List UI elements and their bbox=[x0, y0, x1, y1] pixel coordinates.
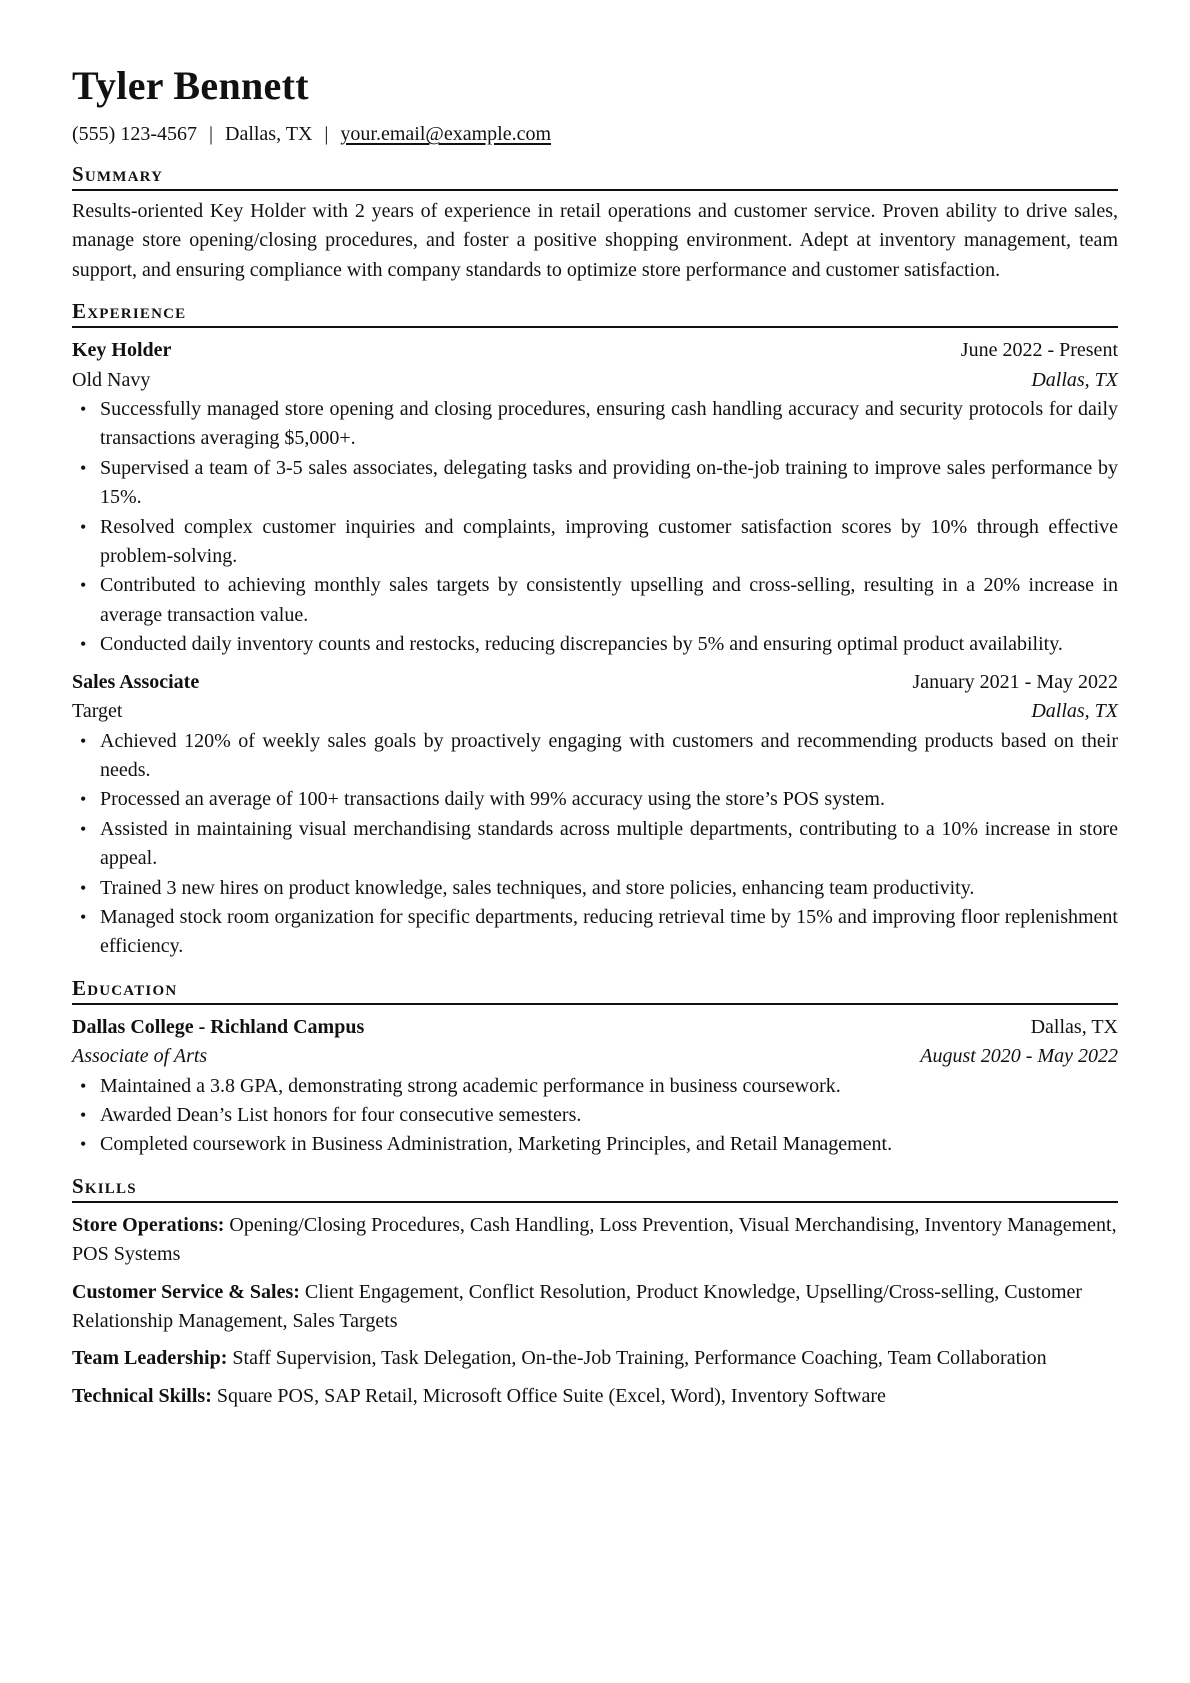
section-title-experience: Experience bbox=[72, 298, 1118, 328]
phone-number: (555) 123-4567 bbox=[72, 123, 197, 145]
job-company: Old Navy bbox=[72, 368, 151, 391]
bullet-item: • Assisted in maintaining visual merchandising standards across multiple departments, contributing to a 10% increase in store appeal. bbox=[72, 815, 1118, 874]
skill-group-items: Staff Supervision, Task Delegation, On-the-Job Training, Performance Coaching, Team Collaboration bbox=[232, 1347, 1047, 1370]
skill-group-label: Customer Service & Sales: bbox=[72, 1280, 300, 1303]
email-link[interactable]: your.email@example.com bbox=[340, 123, 551, 145]
skills-section bbox=[72, 1173, 1118, 1411]
job-role: Sales Associate bbox=[72, 670, 200, 693]
bullet-item: • Completed coursework in Business Administration, Marketing Principles, and Retail Management. bbox=[72, 1130, 1118, 1159]
job-dates: January 2021 - May 2022 bbox=[912, 670, 1118, 693]
job-entry bbox=[72, 336, 1118, 659]
bullet-item: • Maintained a 3.8 GPA, demonstrating strong academic performance in business coursework. bbox=[72, 1072, 1118, 1101]
education-entry bbox=[72, 1013, 1118, 1160]
skill-group bbox=[72, 1344, 1118, 1373]
summary-text: Results-oriented Key Holder with 2 years of experience in retail operations and customer service. Proven ability to drive sales, manage store opening/closing procedures, and foster a positive shopping environment. Adept at inventory management, team support, and ensuring compliance with company standards to optimize store performance and customer satisfaction. bbox=[72, 200, 1118, 281]
summary-section bbox=[72, 161, 1118, 285]
job-company: Target bbox=[72, 700, 123, 723]
skill-group-items: Opening/Closing Procedures, Cash Handling, Loss Prevention, Visual Merchandising, Inventory Management, POS Systems bbox=[72, 1213, 1117, 1266]
job-bullets bbox=[72, 395, 1118, 660]
skill-group bbox=[72, 1278, 1118, 1337]
section-title-summary: Summary bbox=[72, 161, 1118, 191]
skill-group-items: Square POS, SAP Retail, Microsoft Office Suite (Excel, Word), Inventory Software bbox=[216, 1384, 886, 1407]
bullet-item: • Successfully managed store opening and closing procedures, ensuring cash handling accuracy and security protocols for daily transactions averaging $5,000+. bbox=[72, 395, 1118, 454]
skill-group-label: Store Operations: bbox=[72, 1213, 225, 1236]
bullet-item: • Trained 3 new hires on product knowledge, sales techniques, and store policies, enhancing team productivity. bbox=[72, 874, 1118, 903]
experience-section bbox=[72, 298, 1118, 962]
job-dates: June 2022 - Present bbox=[960, 339, 1118, 362]
contact-line bbox=[72, 120, 1118, 148]
education-bullets bbox=[72, 1072, 1118, 1160]
skill-group-label: Team Leadership: bbox=[72, 1347, 228, 1370]
job-bullets bbox=[72, 727, 1118, 962]
job-role: Key Holder bbox=[72, 339, 172, 362]
bullet-item: • Achieved 120% of weekly sales goals by proactively engaging with customers and recommending products based on their needs. bbox=[72, 727, 1118, 786]
bullet-item: • Contributed to achieving monthly sales targets by consistently upselling and cross-selling, resulting in a 20% increase in average transaction value. bbox=[72, 571, 1118, 630]
education-section bbox=[72, 975, 1118, 1160]
skill-group-items: Client Engagement, Conflict Resolution, Product Knowledge, Upselling/Cross-selling, Customer Relationship Management, Sales Targets bbox=[72, 1280, 1083, 1332]
bullet-item: • Conducted daily inventory counts and restocks, reducing discrepancies by 5% and ensuring optimal product availability. bbox=[72, 630, 1118, 659]
job-location: Dallas, TX bbox=[1031, 368, 1118, 391]
education-dates: August 2020 - May 2022 bbox=[920, 1045, 1118, 1068]
contact-separator: | bbox=[208, 123, 213, 145]
bullet-item: • Managed stock room organization for specific departments, reducing retrieval time by 15% and improving floor replenishment efficiency. bbox=[72, 903, 1118, 962]
section-title-education: Education bbox=[72, 975, 1118, 1005]
degree: Associate of Arts bbox=[72, 1045, 208, 1068]
job-location: Dallas, TX bbox=[1031, 700, 1118, 723]
bullet-item: • Resolved complex customer inquiries and complaints, improving customer satisfaction scores by 10% through effective problem-solving. bbox=[72, 513, 1118, 572]
bullet-item: • Processed an average of 100+ transactions daily with 99% accuracy using the store’s POS system. bbox=[72, 785, 1118, 814]
skill-group-label: Technical Skills: bbox=[72, 1384, 212, 1407]
skill-group bbox=[72, 1211, 1118, 1270]
contact-separator: | bbox=[324, 123, 329, 145]
job-entry bbox=[72, 668, 1118, 962]
contact-location: Dallas, TX bbox=[225, 123, 313, 145]
section-title-skills: Skills bbox=[72, 1173, 1118, 1203]
school-location: Dallas, TX bbox=[1030, 1015, 1118, 1038]
candidate-name: Tyler Bennett bbox=[72, 63, 309, 108]
school-name: Dallas College - Richland Campus bbox=[72, 1015, 365, 1038]
bullet-item: • Supervised a team of 3-5 sales associates, delegating tasks and providing on-the-job training to improve sales performance by 15%. bbox=[72, 454, 1118, 513]
bullet-item: • Awarded Dean’s List honors for four consecutive semesters. bbox=[72, 1101, 1118, 1130]
resume-page bbox=[72, 62, 1118, 1411]
skill-group bbox=[72, 1382, 1118, 1411]
